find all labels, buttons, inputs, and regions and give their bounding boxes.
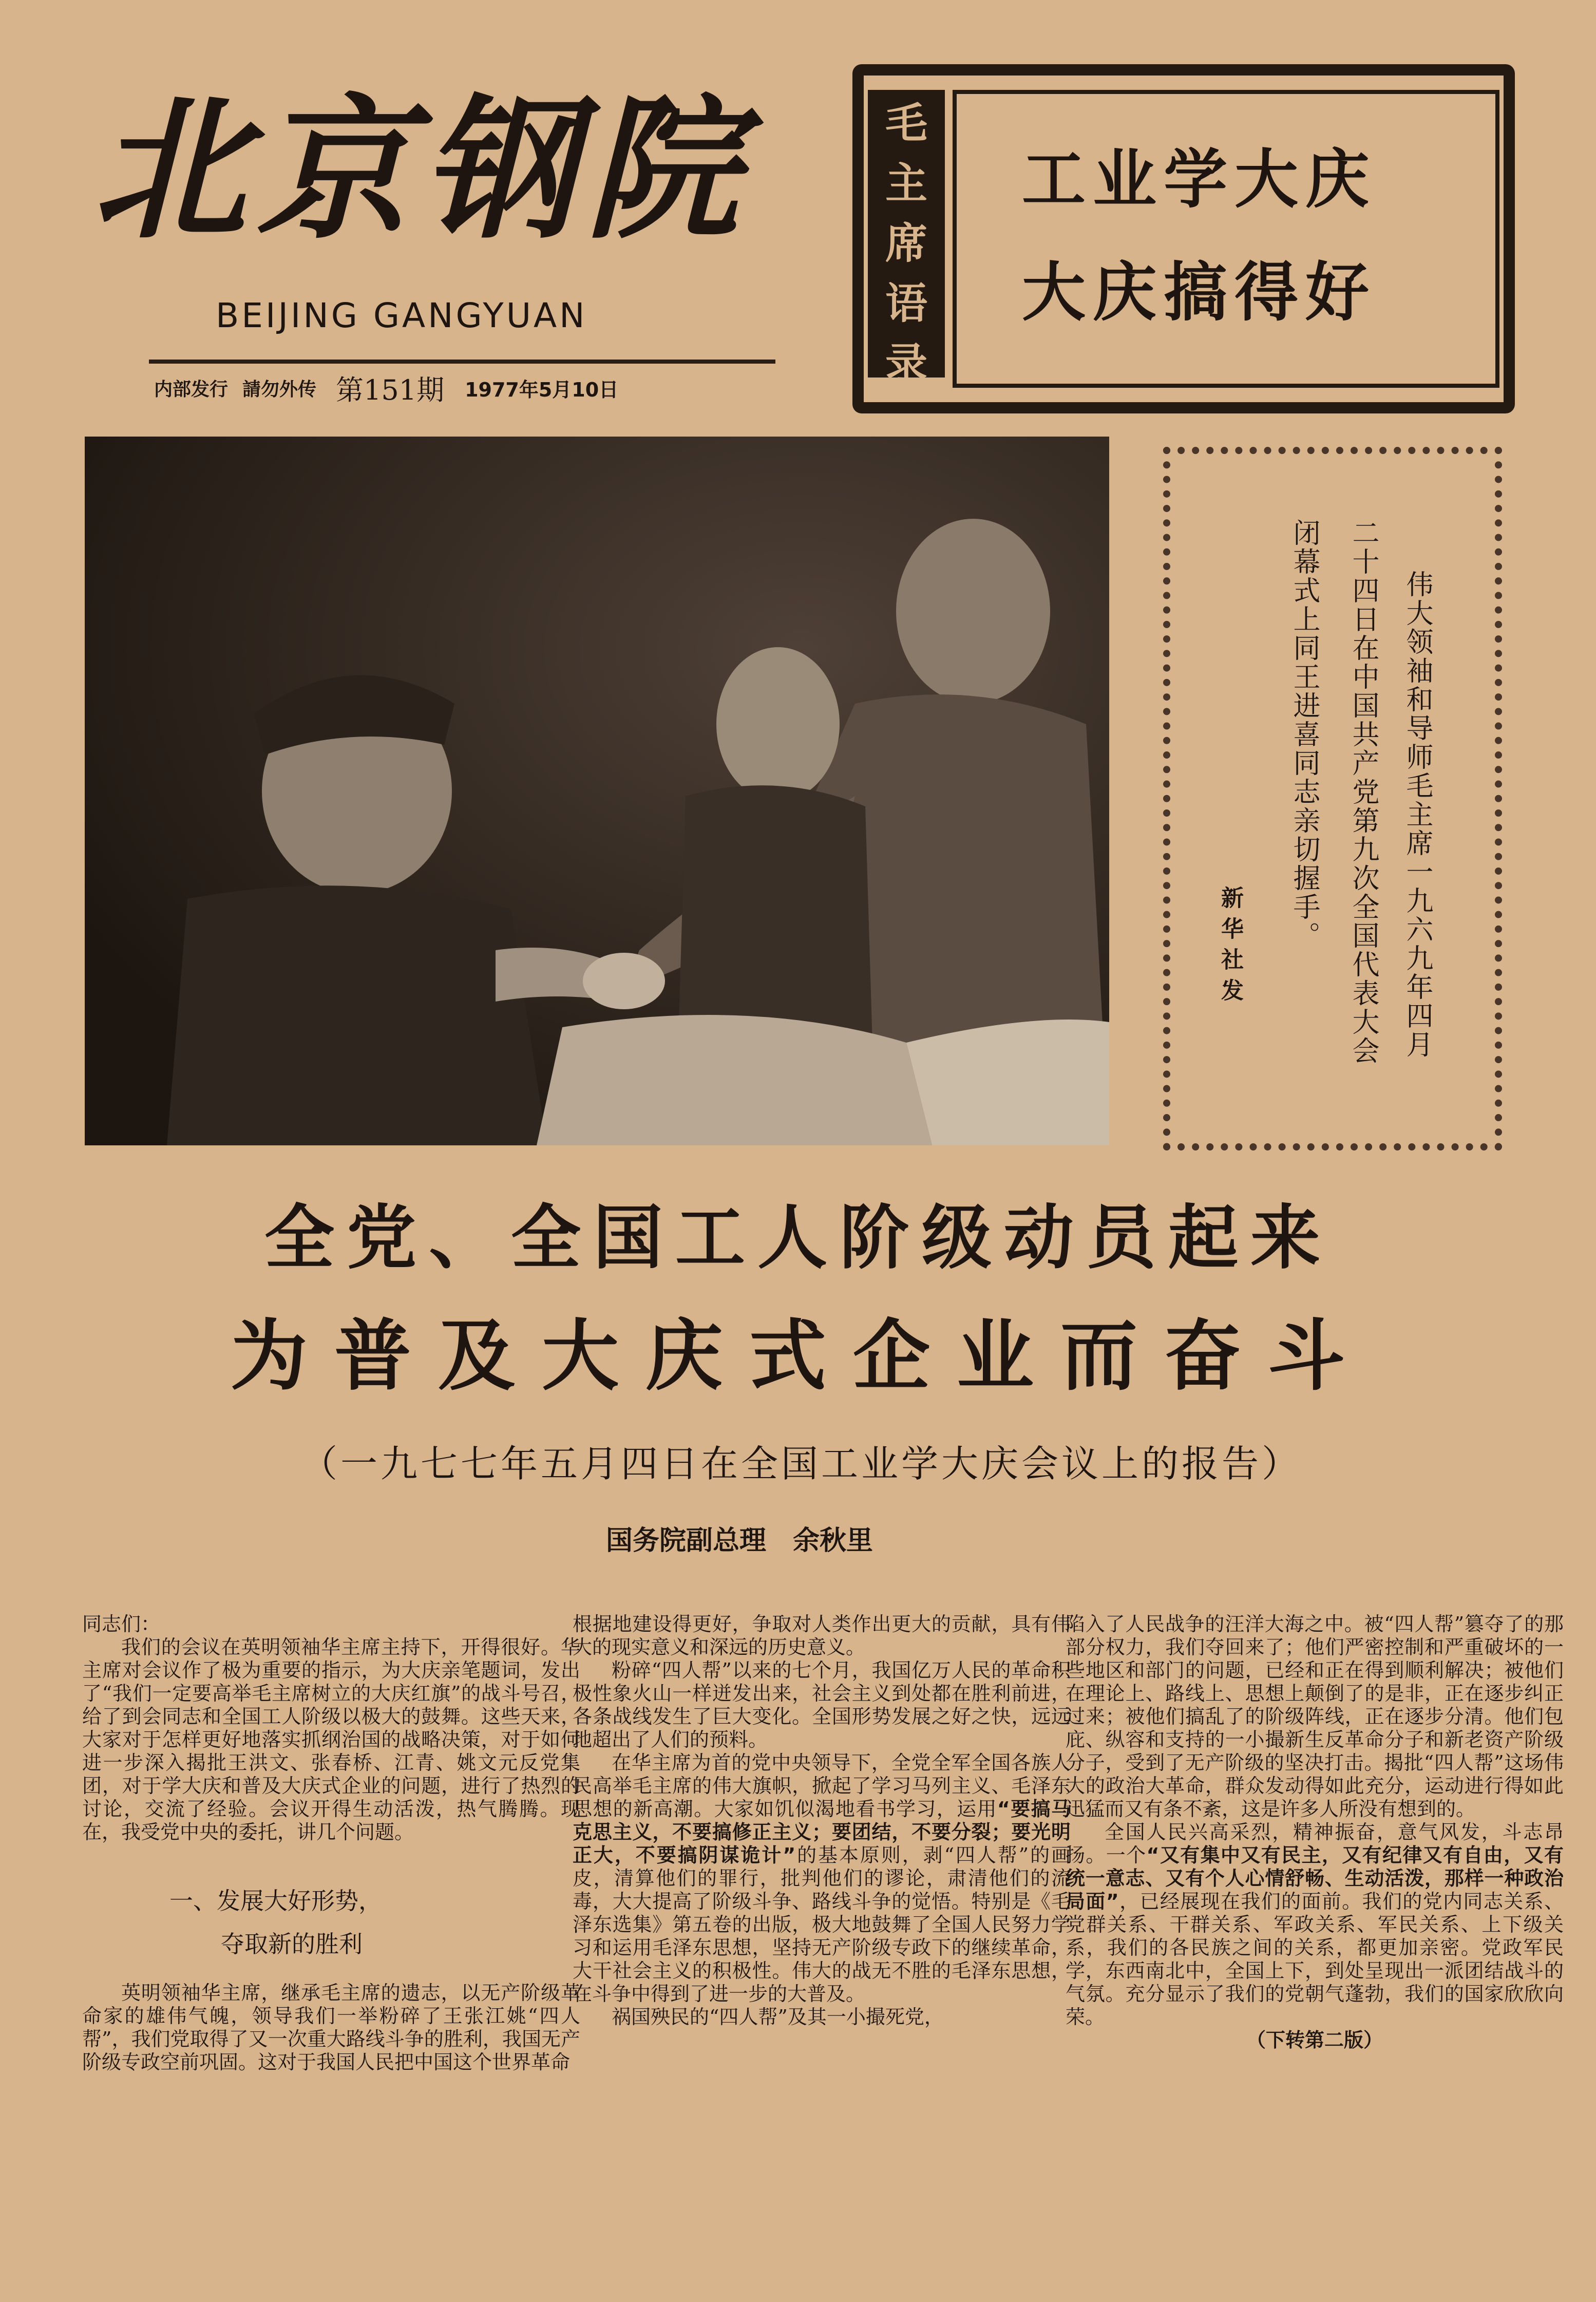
article-paragraph-continued: 陷入了人民战争的汪洋大海之中。被“四人帮”篡夺了的那部分权力，我们夺回来了；他们严密控制和严重破坏的一些地区和部门的问题，已经和正在得到顺利解决；被他们在理论上、路线上、思想上颠倒了的是非，正在逐步纠正过来；被他们搞乱了的阶级阵线，正在逐步分清。他们包庇、纵容和支持的一小撮新生反革命分子和新老资产阶级分子，受到了无产阶级的坚决打击。揭批“四人帮”这场伟大的政治大革命，群众发动得如此充分，运动进行得如此迅猛而又有条不紊，这是许多人所没有想到的。 — [1066, 1613, 1564, 1820]
article-paragraph — [573, 1751, 1071, 2006]
article-paragraph: 我们的会议在英明领袖华主席主持下，开得很好。华主席对会议作了极为重要的指示，为大庆亲笔题词，发出了“我们一定要高举毛主席树立的大庆红旗”的战斗号召，给了到会同志和全国工人阶级以极大的鼓舞。这些天来，大家对于怎样更好地落实抓纲治国的战略决策，对于如何进一步深入揭批王洪文、张春桥、江青、姚文元反党集团，对于学大庆和普及大庆式企业的问题，进行了热烈的讨论，交流了经验。会议开得生动活泼，热气腾腾。现在，我受党中央的委托，讲几个问题。 — [82, 1636, 580, 1843]
article-paragraph: 英明领袖华主席，继承毛主席的遗志，以无产阶级革命家的雄伟气魄，领导我们一举粉碎了王张江姚“四人帮”，我们党取得了又一次重大路线斗争的胜利，我国无产阶级专政空前巩固。这对于我国人民把中国这个世界革命 — [82, 1982, 580, 2073]
issue-info-bar — [154, 367, 822, 408]
quotation-line: 大庆搞得好 — [1022, 256, 1377, 330]
quotation-label-char: 毛 — [885, 99, 927, 148]
byline: 国务院副总理 余秋里 — [606, 1525, 873, 1556]
quotation-label — [868, 90, 945, 388]
main-headline-line-1: 全党、全国工人阶级动员起来 — [264, 1197, 1333, 1279]
quotation-label-char: 语 — [885, 279, 927, 328]
quotation-label-char: 席 — [885, 219, 927, 268]
distribution-note: 内部发行 — [154, 379, 229, 400]
photo-caption-column: 伟大领袖和导师毛主席一九六九年四月 — [1402, 570, 1433, 1059]
article-column-3 — [1066, 1613, 1564, 2275]
quotation-line: 工业学大庆 — [1022, 143, 1377, 217]
photo-caption-frame — [1163, 447, 1502, 1150]
quotation-label-char: 录 — [885, 339, 927, 388]
issue-number: 第151期 — [336, 373, 445, 406]
continued-on-page-2: （下转第二版） — [1246, 2029, 1383, 2051]
main-headline-line-2: 为普及大庆式企业而奋斗 — [230, 1311, 1372, 1401]
paragraph-text: 的基本原则，剥“四人帮”的画皮，清算他们的罪行，批判他们的谬论，肃清他们的流毒，大大提高了阶级斗争、路线斗争的觉悟。特别是《毛泽东选集》第五卷的出版，极大地鼓舞了全国人民努力学习和运用毛泽东思想，坚持无产阶级专政下的继续革命，大干社会主义的积极性。伟大的战无不胜的毛泽东思想，在斗争中得到了进一步的大普及。 — [573, 1844, 1071, 2005]
restriction-note: 請勿外传 — [242, 379, 317, 400]
salutation: 同志们： — [82, 1613, 161, 1635]
quotation-label-char: 主 — [885, 159, 927, 208]
article-paragraph: 粉碎“四人帮”以来的七个月，我国亿万人民的革命积极性象火山一样迸发出来，社会主义到处都在胜利前进，各条战线发生了巨大变化。全国形势发展之好之快，远远地超出了人们的预料。 — [573, 1659, 1071, 1751]
newspaper-title: 北京钢院 — [92, 79, 750, 260]
article-paragraph — [1066, 1821, 1564, 2029]
article-paragraph-continued: 根据地建设得更好，争取对人类作出更大的贡献，具有伟大的现实意义和深远的历史意义。 — [573, 1613, 1071, 1658]
article-paragraph: 祸国殃民的“四人帮”及其一小撮死党， — [612, 2006, 944, 2028]
paragraph-text: 在华主席为首的党中央领导下，全党全军全国各族人民高举毛主席的伟大旗帜，掀起了学习马列主义、毛泽东思想的新高潮。大家如饥似渴地看书学习，运用 — [573, 1751, 1071, 1820]
paragraph-text: ，已经展现在我们的面前。我们的党内同志关系、党群关系、干群关系、军政关系、军民关系、上下级关系，我们的各民族之间的关系，都更加亲密。党政军民学，东西南北中，全国上下，到处呈现出一派团结战斗的气氛。充分显示了我们的党朝气蓬勃，我们的国家欣欣向荣。 — [1066, 1890, 1564, 2028]
quotation-inner-frame — [953, 90, 1499, 388]
photo-credit: 新华社发 — [1217, 886, 1243, 1009]
photo-caption-column: 闭幕式上同王进喜同志亲切握手。 — [1289, 519, 1320, 950]
masthead-divider — [149, 360, 775, 364]
article-column-2 — [573, 1613, 1071, 2275]
subheadline: （一九七七年五月四日在全国工业学大庆会议上的报告） — [300, 1442, 1302, 1485]
paragraph-text: 全国人民兴高采烈，精神振奋，意气风发，斗志昂扬。一个 — [1066, 1821, 1564, 1866]
section-heading-line-1: 一、发展大好形势， — [169, 1887, 382, 1915]
news-photo — [85, 437, 1109, 1145]
photo-caption-column: 二十四日在中国共产党第九次全国代表大会 — [1348, 519, 1379, 1065]
newspaper-title-pinyin: BEIJING GANGYUAN — [216, 296, 587, 335]
bold-quotation: “要搞马克思主义，不要搞修正主义；要团结，不要分裂；要光明正大，不要搞阴谋诡计” — [573, 1798, 1071, 1866]
issue-date: 1977年5月10日 — [465, 378, 619, 401]
photo-handshake-illustration — [85, 437, 1109, 1145]
article-column-1 — [82, 1613, 580, 2275]
section-heading-line-2: 夺取新的胜利 — [221, 1930, 363, 1958]
bold-quotation: “又有集中又有民主，又有纪律又有自由，又有统一意志、又有个人心情舒畅、生动活泼，那样一种政治局面” — [1066, 1844, 1564, 1913]
